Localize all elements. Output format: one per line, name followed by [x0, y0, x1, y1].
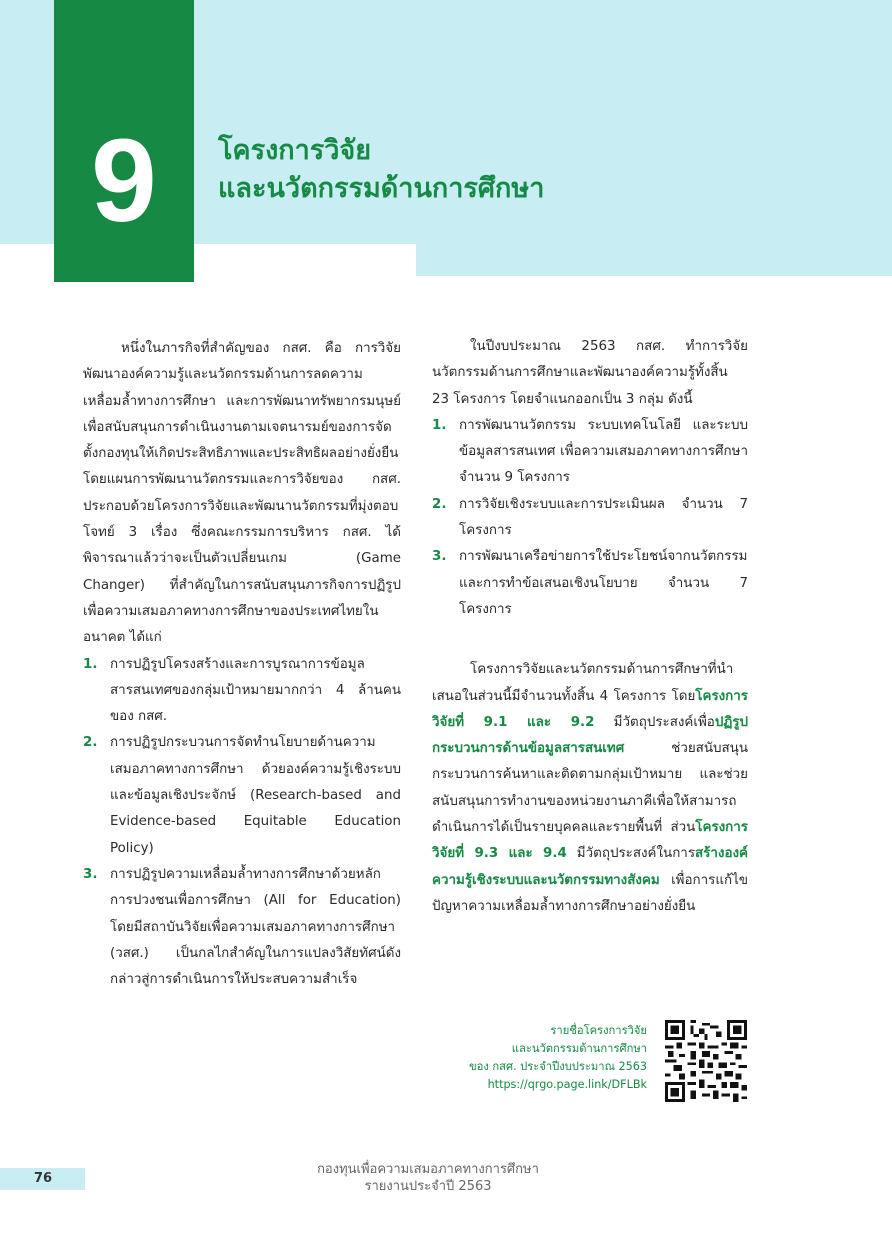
qr-caption: [432, 1022, 647, 1094]
list-item: [83, 730, 401, 861]
left-intro-paragraph: หนึ่งในภารกิจที่สำคัญของ กสศ. คือ การวิจัยพัฒนาองค์ความรู้และนวัตกรรมด้านการลดความเหลื่อมล้ำทางการศึกษา และการพัฒนาทรัพยากรมนุษย์เพื่อสนับสนุนการดำเนินงานตามเจตนารมย์ของการจัดตั้งกองทุนให้เกิดประสิทธิภาพและประสิทธิผลอย่างยั่งยืน โดยแผนการพัฒนานวัตกรรมและการวิจัยของ กสศ. ประกอบด้วยโครงการวิจัยและพัฒนานวัตกรรมที่มุ่งตอบโจทย์ 3 เรื่อง ซึ่งคณะกรรมการบริหาร กสศ. ได้พิจารณาแล้วว่าจะเป็นตัวเปลี่ยนเกม (Game Changer) ที่สำคัญในการสนับสนุนภารกิจการปฏิรูปเพื่อความเสมอภาคทางการศึกษาของประเทศไทยในอนาคต ได้แก่: [83, 341, 401, 646]
list-text: การปฏิรูปความเหลื่อมล้ำทางการศึกษาด้วยหลักการปวงชนเพื่อการศึกษา (All for Education) โดยมีสถาบันวิจัยเพื่อความเสมอภาคทางการศึกษา (วสศ.) เป็นกลไกสำคัญในการแปลงวิสัยทัศน์ดังกล่าวสู่การดำเนินการให้ประสบความสำเร็จ: [110, 866, 401, 988]
qr-code-icon[interactable]: [665, 1020, 747, 1102]
left-column: [83, 336, 401, 993]
chapter-number: 9: [91, 115, 157, 247]
chapter-title-line1: โครงการวิจัย: [218, 135, 372, 166]
list-text: การปฏิรูปกระบวนการจัดทำนโยบายด้านความเสมอภาคทางการศึกษา ด้วยองค์ความรู้เชิงระบบ และข้อมูลเชิงประจักษ์ (Research-based and Evidence-based Equitable Education Policy): [110, 735, 401, 856]
right-intro-paragraph: ในปีงบประมาณ 2563 กสศ. ทำการวิจัยนวัตกรรมด้านการศึกษาและพัฒนาองค์ความรู้ทั้งสิ้น 23 โครงการ โดยจำแนกออกเป็น 3 กลุ่ม ดังนี้: [432, 339, 748, 407]
summary-text: มีวัตถุประสงค์เพื่อ: [594, 714, 715, 730]
list-item: [432, 544, 748, 623]
footer-org-name: กองทุนเพื่อความเสมอภาคทางการศึกษา: [317, 1162, 539, 1177]
list-number: 1.: [83, 656, 98, 672]
list-text: การปฏิรูปโครงสร้างและการบูรณาการข้อมูลสารสนเทศของกลุ่มเป้าหมายมากกว่า 4 ล้านคน ของ กสศ.: [110, 656, 401, 725]
summary-paragraph: [432, 657, 748, 920]
summary-text: มีวัตถุประสงค์ในการ: [566, 846, 696, 862]
list-text: การวิจัยเชิงระบบและการประเมินผล จำนวน 7 โครงการ: [459, 496, 748, 539]
list-number: 1.: [432, 417, 447, 433]
footer-report-name: รายงานประจำปี 2563: [364, 1179, 492, 1194]
page-number: 76: [34, 1171, 53, 1186]
list-number: 2.: [432, 496, 447, 512]
summary-text: ช่วยสนับสนุนกระบวนการค้นหาและติดตามกลุ่มเป้าหมาย และช่วยสนับสนุนการทำงานของหน่วยงานภาคีเพื่อให้สามารถดำเนินการได้เป็นรายบุคคลและรายพื้นที่ ส่วน: [432, 741, 748, 836]
highlight-info-reform: ปฏิรูปกระบวนการด้านข้อมูลสารสนเทศ: [432, 714, 749, 757]
right-list: [432, 413, 748, 623]
summary-text: โครงการวิจัยและนวัตกรรมด้านการศึกษาที่นำเสนอในส่วนนี้มีจำนวนทั้งสิ้น 4 โครงการ โดย: [432, 662, 734, 704]
qr-caption-line2: และนวัตกรรมด้านการศึกษา: [511, 1042, 647, 1055]
chapter-title-line2: และนวัตกรรมด้านการศึกษา: [218, 173, 545, 204]
left-list: [83, 652, 401, 994]
qr-caption-url[interactable]: https://qrgo.page.link/DFLBk: [487, 1078, 647, 1091]
list-item: [83, 862, 401, 993]
highlight-social-innovation: สร้างองค์ความรู้เชิงระบบและนวัตกรรมทางสังคม: [432, 846, 748, 888]
qr-caption-line1: รายชื่อโครงการวิจัย: [550, 1024, 647, 1037]
qr-caption-line3: ของ กสศ. ประจำปีงบประมาณ 2563: [468, 1060, 647, 1073]
highlight-project-9-1-9-2: โครงการวิจัยที่ 9.1 และ 9.2: [432, 688, 748, 730]
highlight-project-9-3-9-4: โครงการวิจัยที่ 9.3 และ 9.4: [432, 820, 748, 862]
list-item: [432, 492, 748, 545]
list-number: 2.: [83, 735, 98, 751]
page-footer: [250, 1161, 606, 1195]
list-number: 3.: [83, 866, 98, 882]
chapter-number-box: [54, 0, 194, 282]
chapter-title: [218, 132, 544, 208]
list-number: 3.: [432, 549, 447, 565]
list-item: [83, 652, 401, 731]
list-item: [432, 413, 748, 492]
summary-text: เพื่อการแก้ไขปัญหาความเหลื่อมล้ำทางการศึกษาอย่างยั่งยืน: [432, 872, 748, 914]
right-column: [432, 334, 748, 920]
list-text: การพัฒนานวัตกรรม ระบบเทคโนโลยี และระบบข้อมูลสารสนเทศ เพื่อความเสมอภาคทางการศึกษา จำนวน 9 โครงการ: [459, 417, 748, 486]
list-text: การพัฒนาเครือข่ายการใช้ประโยชน์จากนวัตกรรมและการทำข้อเสนอเชิงนโยบาย จำนวน 7 โครงการ: [459, 549, 748, 617]
